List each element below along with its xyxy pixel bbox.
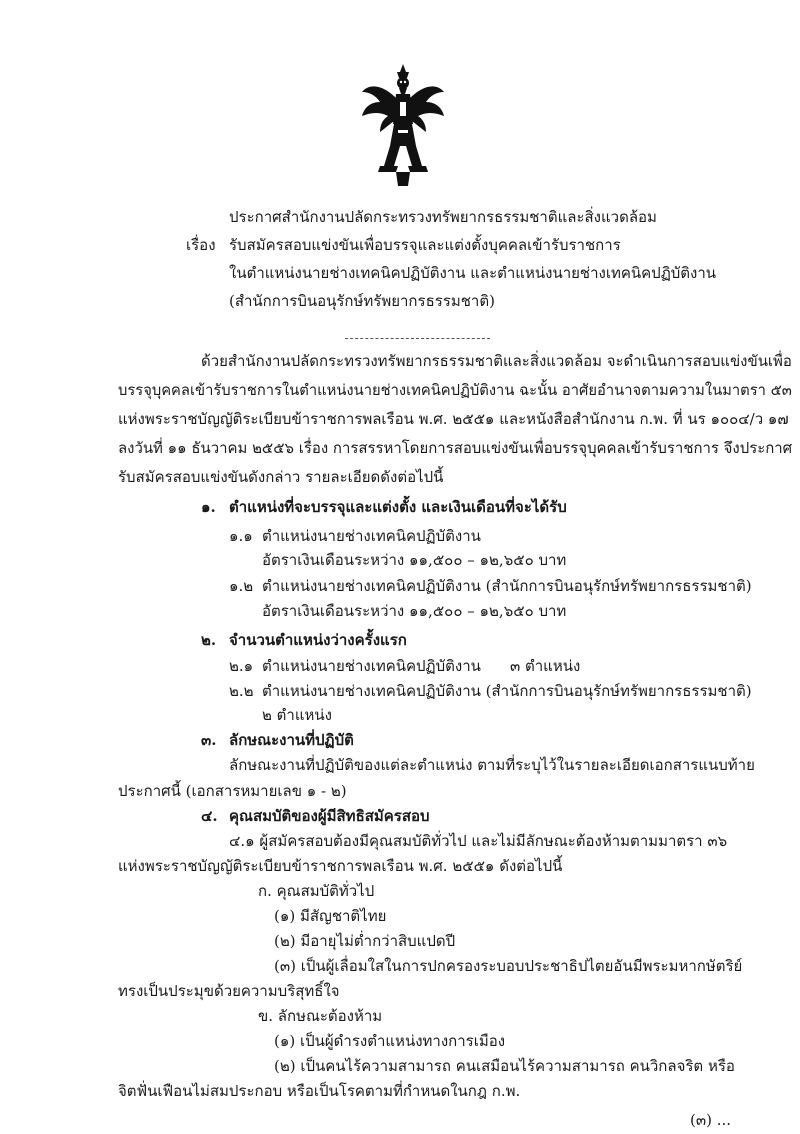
section1-item2-text: ตำแหน่งนายช่างเทคนิคปฏิบัติงาน (สำนักการบินอนุรักษ์ทรัพยากรธรรมชาติ) (262, 577, 752, 595)
garuda-emblem-icon (360, 62, 446, 188)
subject-line-2: ในตำแหน่งนายช่างเทคนิคปฏิบัติงาน และตำแหน่งนายช่างเทคนิคปฏิบัติงาน (229, 264, 717, 282)
section4-line-2: แห่งพระราชบัญญัติระเบียบข้าราชการพลเรือน พ.ศ. ๒๕๕๑ ดังต่อไปนี้ (118, 857, 563, 875)
section2-item1-count: ๓ ตำแหน่ง (510, 657, 581, 675)
section1-item2-number: ๑.๒ (229, 577, 254, 595)
header-separator (345, 338, 490, 339)
section2-item2-number: ๒.๒ (229, 682, 254, 700)
intro-line-5: รับสมัครสอบแข่งขันดังกล่าว รายละเอียดดังต่อไปนี้ (118, 468, 444, 486)
section3-heading: ลักษณะงานที่ปฏิบัติ (229, 731, 354, 749)
section2-item2-text: ตำแหน่งนายช่างเทคนิคปฏิบัติงาน (สำนักการบินอนุรักษ์ทรัพยากรธรรมชาติ) (262, 682, 752, 700)
section3-number: ๓. (201, 731, 217, 749)
announcement-title: ประกาศสำนักงานปลัดกระทรวงทรัพยากรธรรมชาติและสิ่งแวดล้อม (229, 208, 657, 226)
section1-heading: ตำแหน่งที่จะบรรจุและแต่งตั้ง และเงินเดือนที่จะได้รับ (229, 498, 567, 516)
section4-b2-line-2: จิตฟั่นเฟือนไม่สมประกอบ หรือเป็นโรคตามที่กำหนดในกฎ ก.พ. (118, 1082, 521, 1100)
section1-item2-salary: อัตราเงินเดือนระหว่าง ๑๑,๕๐๐ – ๑๒,๖๕๐ บาท (262, 602, 567, 620)
intro-line-2: บรรจุบุคคลเข้ารับราชการในตำแหน่งนายช่างเทคนิคปฏิบัติงาน ฉะนั้น อาศัยอำนาจตามความในมาตรา ๕๓ (118, 381, 792, 399)
section1-item1-text: ตำแหน่งนายช่างเทคนิคปฏิบัติงาน (262, 527, 481, 545)
section4-a2: (๒) มีอายุไม่ต่ำกว่าสิบแปดปี (274, 932, 456, 950)
section1-item1-salary: อัตราเงินเดือนระหว่าง ๑๑,๕๐๐ – ๑๒,๖๕๐ บาท (262, 551, 567, 569)
section2-number: ๒. (201, 631, 217, 649)
intro-line-4: ลงวันที่ ๑๑ ธันวาคม ๒๕๕๖ เรื่อง การสรรหาโดยการสอบแข่งขันเพื่อบรรจุบุคคลเข้ารับราชการ จึงประกาศ (118, 439, 793, 457)
next-page-marker: (๓) ... (690, 1111, 732, 1129)
section4-number: ๔. (201, 807, 218, 825)
subject-label: เรื่อง (186, 236, 216, 254)
section4-a3-line-1: (๓) เป็นผู้เลื่อมใสในการปกครองระบอบประชาธิปไตยอันมีพระมหากษัตริย์ (274, 957, 743, 975)
section4-b1: (๑) เป็นผู้ดำรงตำแหน่งทางการเมือง (274, 1032, 506, 1050)
subject-line-3: (สำนักการบินอนุรักษ์ทรัพยากรธรรมชาติ) (229, 292, 495, 310)
section2-item1-number: ๒.๑ (229, 657, 254, 675)
section4-b2-line-1: (๒) เป็นคนไร้ความสามารถ คนเสมือนไร้ความสามารถ คนวิกลจริต หรือ (274, 1057, 735, 1075)
section4-sub-b: ข. ลักษณะต้องห้าม (258, 1007, 383, 1025)
section3-line-1: ลักษณะงานที่ปฏิบัติของแต่ละตำแหน่ง ตามที่ระบุไว้ในรายละเอียดเอกสารแนบท้าย (229, 756, 755, 774)
section1-item1-number: ๑.๑ (229, 527, 253, 545)
intro-line-3: แห่งพระราชบัญญัติระเบียบข้าราชการพลเรือน พ.ศ. ๒๕๕๑ และหนังสือสำนักงาน ก.พ. ที่ นร ๑๐๐๔/ว ๑๗ (118, 410, 789, 428)
section4-a1: (๑) มีสัญชาติไทย (274, 907, 387, 925)
section3-line-2: ประกาศนี้ (เอกสารหมายเลข ๑ - ๒) (118, 782, 347, 800)
section4-line-1: ๔.๑ ผู้สมัครสอบต้องมีคุณสมบัติทั่วไป และไม่มีลักษณะต้องห้ามตามมาตรา ๓๖ (229, 832, 728, 850)
section4-heading: คุณสมบัติของผู้มีสิทธิสมัครสอบ (229, 807, 430, 825)
subject-line-1: รับสมัครสอบแข่งขันเพื่อบรรจุและแต่งตั้งบุคคลเข้ารับราชการ (229, 236, 621, 254)
section4-a3-line-2: ทรงเป็นประมุขด้วยความบริสุทธิ์ใจ (118, 982, 340, 1000)
section1-number: ๑. (201, 498, 216, 516)
section4-sub-a: ก. คุณสมบัติทั่วไป (258, 882, 375, 900)
section2-item1-text: ตำแหน่งนายช่างเทคนิคปฏิบัติงาน (262, 657, 481, 675)
intro-line-1: ด้วยสำนักงานปลัดกระทรวงทรัพยากรธรรมชาติและสิ่งแวดล้อม จะดำเนินการสอบแข่งขันเพื่อ (201, 352, 792, 370)
section2-item2-count: ๒ ตำแหน่ง (262, 706, 332, 724)
section2-heading: จำนวนตำแหน่งว่างครั้งแรก (229, 631, 407, 649)
